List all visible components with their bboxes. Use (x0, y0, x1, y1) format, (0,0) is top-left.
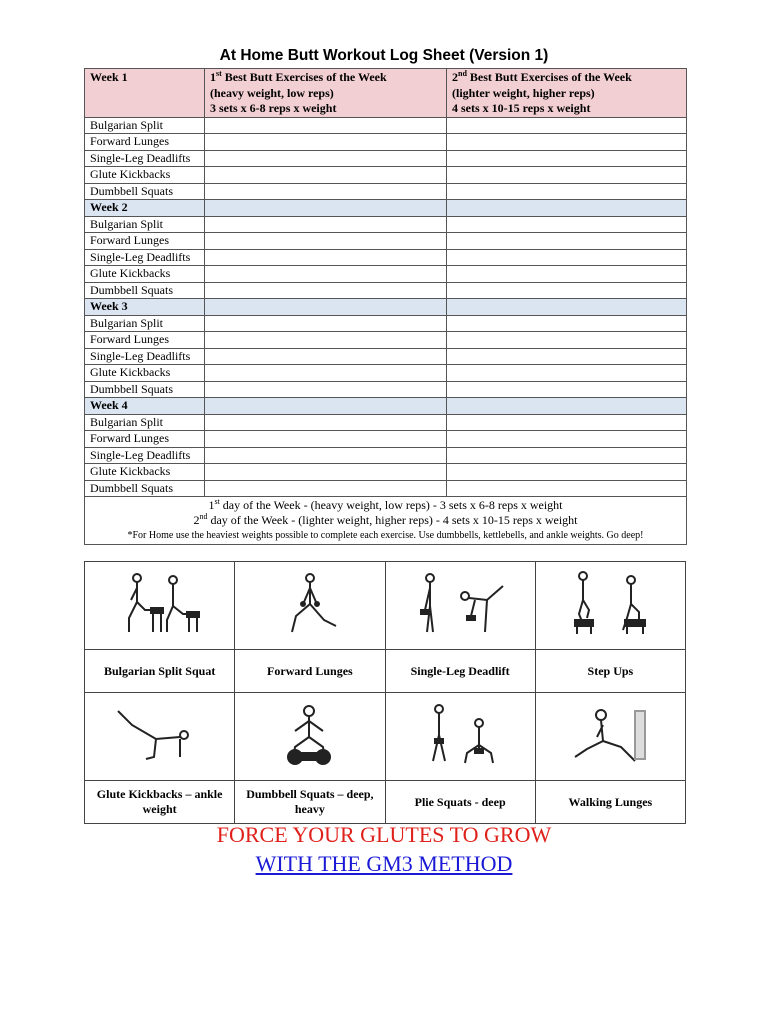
page-title: At Home Butt Workout Log Sheet (Version 1) (219, 47, 549, 64)
glute-kickbacks-illustration (85, 693, 235, 781)
log-cell[interactable] (447, 249, 687, 266)
exercise-label: Dumbbell Squats – deep, heavy (235, 781, 385, 824)
table-row (85, 464, 687, 481)
table-row (85, 315, 687, 332)
exercise-name: Single-Leg Deadlifts (85, 150, 205, 167)
notes-cell: 1st day of the Week - (heavy weight, low reps) - 3 sets x 6-8 reps x weight 2nd day of the Week - (lighter weight, higher reps) - 4 sets x 10-15 reps x weight *For Home use the heaviest weights possible to complete each exercise. Use dumbbells, kettlebells, and ankle weights. Go deep! (85, 497, 687, 545)
exercise-name: Glute Kickbacks (85, 266, 205, 283)
log-cell[interactable] (205, 150, 447, 167)
table-row (85, 447, 687, 464)
log-cell[interactable] (205, 431, 447, 448)
log-cell[interactable] (447, 480, 687, 497)
table-row (85, 431, 687, 448)
walking-lunges-illustration (535, 693, 685, 781)
log-header-row (85, 69, 687, 118)
exercise-name: Forward Lunges (85, 134, 205, 151)
log-cell[interactable] (205, 249, 447, 266)
plie-squats-illustration (385, 693, 535, 781)
log-cell[interactable] (205, 117, 447, 134)
exercise-name: Single-Leg Deadlifts (85, 348, 205, 365)
week-label: Week 4 (85, 398, 205, 415)
log-cell[interactable] (447, 414, 687, 431)
week-label: Week 3 (85, 299, 205, 316)
notes-row (85, 497, 687, 545)
log-cell[interactable] (447, 117, 687, 134)
exercise-name: Forward Lunges (85, 332, 205, 349)
week-row (85, 398, 687, 415)
exercise-name: Glute Kickbacks (85, 167, 205, 184)
single-leg-deadlift-illustration (385, 562, 535, 650)
table-row (85, 282, 687, 299)
promo-headline: FORCE YOUR GLUTES TO GROW (216, 822, 552, 847)
log-cell[interactable] (205, 167, 447, 184)
log-cell[interactable] (447, 332, 687, 349)
table-row (85, 414, 687, 431)
week-label: Week 2 (85, 200, 205, 217)
log-cell[interactable] (205, 315, 447, 332)
table-row (85, 348, 687, 365)
dumbbell-squats-illustration (235, 693, 385, 781)
exercise-name: Glute Kickbacks (85, 365, 205, 382)
exercise-name: Glute Kickbacks (85, 464, 205, 481)
log-cell[interactable] (205, 464, 447, 481)
bulgarian-split-squat-illustration (85, 562, 235, 650)
exercise-name: Bulgarian Split (85, 216, 205, 233)
week-row (85, 200, 687, 217)
log-cell[interactable] (205, 233, 447, 250)
log-cell[interactable] (447, 381, 687, 398)
log-cell[interactable] (447, 348, 687, 365)
exercise-label: Glute Kickbacks – ankle weight (85, 781, 235, 824)
week-row (85, 299, 687, 316)
table-row (85, 332, 687, 349)
exercise-name: Bulgarian Split (85, 315, 205, 332)
log-cell[interactable] (447, 183, 687, 200)
table-row (85, 134, 687, 151)
table-row (85, 150, 687, 167)
table-row (85, 266, 687, 283)
exercise-name: Dumbbell Squats (85, 282, 205, 299)
exercise-name: Forward Lunges (85, 233, 205, 250)
exercise-label: Step Ups (535, 650, 685, 693)
header-week-1: Week 1 (85, 69, 205, 118)
gm3-method-link[interactable]: WITH THE GM3 METHOD (255, 851, 513, 876)
forward-lunges-illustration (235, 562, 385, 650)
table-row (85, 365, 687, 382)
exercise-label: Forward Lunges (235, 650, 385, 693)
exercise-name: Single-Leg Deadlifts (85, 447, 205, 464)
log-cell[interactable] (447, 431, 687, 448)
log-cell[interactable] (447, 266, 687, 283)
table-row (85, 183, 687, 200)
log-cell[interactable] (205, 216, 447, 233)
log-cell[interactable] (447, 315, 687, 332)
table-row (85, 480, 687, 497)
log-cell[interactable] (205, 266, 447, 283)
log-cell[interactable] (447, 167, 687, 184)
log-cell[interactable] (205, 332, 447, 349)
exercise-name: Dumbbell Squats (85, 183, 205, 200)
log-cell[interactable] (447, 150, 687, 167)
table-row (85, 249, 687, 266)
exercise-illustration-grid (84, 561, 686, 824)
header-second-day: 2nd Best Butt Exercises of the Week (lighter weight, higher reps) 4 sets x 10-15 reps x weight (447, 69, 687, 118)
log-cell[interactable] (447, 447, 687, 464)
log-cell[interactable] (205, 183, 447, 200)
table-row (85, 167, 687, 184)
log-cell[interactable] (205, 282, 447, 299)
exercise-label: Walking Lunges (535, 781, 685, 824)
exercise-label: Single-Leg Deadlift (385, 650, 535, 693)
log-cell[interactable] (447, 233, 687, 250)
workout-log-table (84, 68, 687, 545)
log-cell[interactable] (205, 134, 447, 151)
log-cell[interactable] (205, 447, 447, 464)
log-cell[interactable] (205, 365, 447, 382)
step-ups-illustration (535, 562, 685, 650)
exercise-label: Bulgarian Split Squat (85, 650, 235, 693)
notes-footnote: *For Home use the heaviest weights possible to complete each exercise. Use dumbbells, kettlebells, and ankle weights. Go deep! (127, 530, 644, 541)
log-cell[interactable] (205, 414, 447, 431)
log-cell[interactable] (447, 216, 687, 233)
log-cell[interactable] (205, 348, 447, 365)
table-row (85, 216, 687, 233)
log-cell[interactable] (447, 282, 687, 299)
exercise-label: Plie Squats - deep (385, 781, 535, 824)
log-cell[interactable] (205, 381, 447, 398)
table-row (85, 381, 687, 398)
log-cell[interactable] (447, 134, 687, 151)
exercise-name: Single-Leg Deadlifts (85, 249, 205, 266)
header-first-day: 1st Best Butt Exercises of the Week (heavy weight, low reps) 3 sets x 6-8 reps x weight (205, 69, 447, 118)
exercise-name: Forward Lunges (85, 431, 205, 448)
exercise-name: Bulgarian Split (85, 414, 205, 431)
exercise-name: Bulgarian Split (85, 117, 205, 134)
table-row (85, 233, 687, 250)
log-cell[interactable] (447, 464, 687, 481)
exercise-name: Dumbbell Squats (85, 480, 205, 497)
log-cell[interactable] (205, 480, 447, 497)
table-row (85, 117, 687, 134)
exercise-name: Dumbbell Squats (85, 381, 205, 398)
log-cell[interactable] (447, 365, 687, 382)
